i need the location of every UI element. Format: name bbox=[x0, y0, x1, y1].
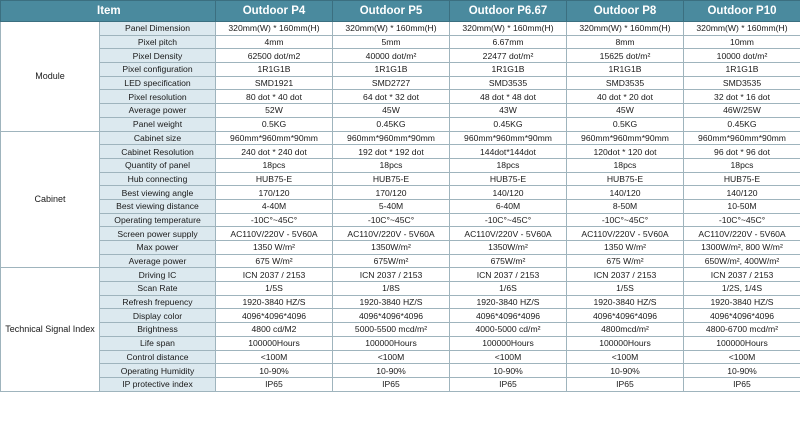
value-cell: AC110V/220V - 5V60A bbox=[216, 227, 333, 241]
param-cell: Cabinet size bbox=[100, 131, 216, 145]
value-cell: SMD2727 bbox=[333, 76, 450, 90]
value-cell: 100000Hours bbox=[216, 336, 333, 350]
table-row bbox=[1, 364, 800, 378]
value-cell: 4096*4096*4096 bbox=[567, 309, 684, 323]
value-cell: 40 dot * 20 dot bbox=[567, 90, 684, 104]
param-cell: Screen power supply bbox=[100, 227, 216, 241]
value-cell: AC110V/220V - 5V60A bbox=[333, 227, 450, 241]
value-cell: 10-90% bbox=[450, 364, 567, 378]
value-cell: 43W bbox=[450, 104, 567, 118]
value-cell: 144dot*144dot bbox=[450, 145, 567, 159]
value-cell: 4096*4096*4096 bbox=[333, 309, 450, 323]
value-cell: HUB75-E bbox=[567, 172, 684, 186]
value-cell: IP65 bbox=[684, 377, 800, 391]
param-cell: Operating Humidity bbox=[100, 364, 216, 378]
param-cell: Operating temperature bbox=[100, 213, 216, 227]
value-cell: 18pcs bbox=[333, 158, 450, 172]
value-cell: 100000Hours bbox=[567, 336, 684, 350]
value-cell: 100000Hours bbox=[684, 336, 800, 350]
value-cell: 240 dot * 240 dot bbox=[216, 145, 333, 159]
value-cell: 192 dot * 192 dot bbox=[333, 145, 450, 159]
param-cell: Refresh frepuency bbox=[100, 295, 216, 309]
table-row bbox=[1, 22, 800, 36]
param-cell: Pixel pitch bbox=[100, 35, 216, 49]
header-item: Item bbox=[1, 1, 216, 22]
table-body bbox=[1, 22, 800, 392]
group-label: Cabinet bbox=[1, 131, 100, 268]
value-cell: 10-90% bbox=[216, 364, 333, 378]
value-cell: 40000 dot/m² bbox=[333, 49, 450, 63]
value-cell: 0.45KG bbox=[684, 117, 800, 131]
value-cell: 4-40M bbox=[216, 199, 333, 213]
param-cell: Pixel configuration bbox=[100, 63, 216, 77]
value-cell: 1300W/m², 800 W/m² bbox=[684, 241, 800, 255]
value-cell: 100000Hours bbox=[333, 336, 450, 350]
value-cell: ICN 2037 / 2153 bbox=[567, 268, 684, 282]
table-row bbox=[1, 186, 800, 200]
table-row bbox=[1, 350, 800, 364]
table-row bbox=[1, 49, 800, 63]
group-label: Module bbox=[1, 22, 100, 132]
value-cell: 320mm(W) * 160mm(H) bbox=[333, 22, 450, 36]
value-cell: HUB75-E bbox=[684, 172, 800, 186]
value-cell: 4096*4096*4096 bbox=[450, 309, 567, 323]
value-cell: 96 dot * 96 dot bbox=[684, 145, 800, 159]
value-cell: 32 dot * 16 dot bbox=[684, 90, 800, 104]
value-cell: 1/8S bbox=[333, 282, 450, 296]
table-row bbox=[1, 145, 800, 159]
value-cell: 80 dot * 40 dot bbox=[216, 90, 333, 104]
value-cell: <100M bbox=[216, 350, 333, 364]
table-row bbox=[1, 172, 800, 186]
param-cell: Hub connecting bbox=[100, 172, 216, 186]
value-cell: 1/2S, 1/4S bbox=[684, 282, 800, 296]
value-cell: 5mm bbox=[333, 35, 450, 49]
value-cell: 1/5S bbox=[567, 282, 684, 296]
value-cell: 1R1G1B bbox=[450, 63, 567, 77]
value-cell: 45W bbox=[333, 104, 450, 118]
param-cell: Control distance bbox=[100, 350, 216, 364]
value-cell: SMD3535 bbox=[450, 76, 567, 90]
value-cell: 320mm(W) * 160mm(H) bbox=[684, 22, 800, 36]
value-cell: <100M bbox=[333, 350, 450, 364]
param-cell: Quantity of panel bbox=[100, 158, 216, 172]
table-row bbox=[1, 309, 800, 323]
value-cell: 48 dot * 48 dot bbox=[450, 90, 567, 104]
value-cell: 8-50M bbox=[567, 199, 684, 213]
value-cell: 960mm*960mm*90mm bbox=[333, 131, 450, 145]
header-product: Outdoor P4 bbox=[216, 1, 333, 22]
param-cell: Average power bbox=[100, 254, 216, 268]
value-cell: 960mm*960mm*90mm bbox=[684, 131, 800, 145]
value-cell: 45W bbox=[567, 104, 684, 118]
table-row bbox=[1, 241, 800, 255]
value-cell: 120dot * 120 dot bbox=[567, 145, 684, 159]
value-cell: 1920-3840 HZ/S bbox=[450, 295, 567, 309]
param-cell: Panel Dimension bbox=[100, 22, 216, 36]
header-product: Outdoor P8 bbox=[567, 1, 684, 22]
value-cell: IP65 bbox=[216, 377, 333, 391]
table-row bbox=[1, 213, 800, 227]
value-cell: 4096*4096*4096 bbox=[216, 309, 333, 323]
table-row bbox=[1, 227, 800, 241]
value-cell: SMD3535 bbox=[567, 76, 684, 90]
value-cell: HUB75-E bbox=[333, 172, 450, 186]
value-cell: ICN 2037 / 2153 bbox=[450, 268, 567, 282]
value-cell: 100000Hours bbox=[450, 336, 567, 350]
value-cell: 52W bbox=[216, 104, 333, 118]
table-row bbox=[1, 336, 800, 350]
table-row bbox=[1, 295, 800, 309]
param-cell: Pixel Density bbox=[100, 49, 216, 63]
value-cell: 140/120 bbox=[684, 186, 800, 200]
table-row bbox=[1, 323, 800, 337]
value-cell: 5000-5500 mcd/m² bbox=[333, 323, 450, 337]
value-cell: 650W/m², 400W/m² bbox=[684, 254, 800, 268]
value-cell: 4800 cd/M2 bbox=[216, 323, 333, 337]
value-cell: ICN 2037 / 2153 bbox=[216, 268, 333, 282]
table-row bbox=[1, 254, 800, 268]
value-cell: 18pcs bbox=[450, 158, 567, 172]
value-cell: 22477 dot/m² bbox=[450, 49, 567, 63]
value-cell: 140/120 bbox=[450, 186, 567, 200]
value-cell: IP65 bbox=[567, 377, 684, 391]
param-cell: Brightness bbox=[100, 323, 216, 337]
value-cell: -10C°~45C° bbox=[567, 213, 684, 227]
table-row bbox=[1, 268, 800, 282]
header-product: Outdoor P10 bbox=[684, 1, 800, 22]
value-cell: 0.45KG bbox=[333, 117, 450, 131]
value-cell: -10C°~45C° bbox=[684, 213, 800, 227]
value-cell: 10-90% bbox=[567, 364, 684, 378]
value-cell: 1920-3840 HZ/S bbox=[684, 295, 800, 309]
value-cell: 140/120 bbox=[567, 186, 684, 200]
value-cell: 4000-5000 cd/m² bbox=[450, 323, 567, 337]
value-cell: HUB75-E bbox=[450, 172, 567, 186]
value-cell: ICN 2037 / 2153 bbox=[333, 268, 450, 282]
value-cell: 1350W/m² bbox=[450, 241, 567, 255]
param-cell: Cabinet Resolution bbox=[100, 145, 216, 159]
value-cell: 18pcs bbox=[684, 158, 800, 172]
value-cell: 1350 W/m² bbox=[567, 241, 684, 255]
value-cell: 675W/m² bbox=[333, 254, 450, 268]
value-cell: 960mm*960mm*90mm bbox=[216, 131, 333, 145]
param-cell: Scan Rate bbox=[100, 282, 216, 296]
table-header-row bbox=[1, 1, 800, 22]
table-row bbox=[1, 63, 800, 77]
table-row bbox=[1, 131, 800, 145]
param-cell: Display color bbox=[100, 309, 216, 323]
value-cell: 4096*4096*4096 bbox=[684, 309, 800, 323]
value-cell: 675 W/m² bbox=[567, 254, 684, 268]
value-cell: 1R1G1B bbox=[684, 63, 800, 77]
value-cell: -10C°~45C° bbox=[216, 213, 333, 227]
value-cell: 960mm*960mm*90mm bbox=[567, 131, 684, 145]
param-cell: IP protective index bbox=[100, 377, 216, 391]
value-cell: IP65 bbox=[450, 377, 567, 391]
value-cell: 0.5KG bbox=[216, 117, 333, 131]
value-cell: 6-40M bbox=[450, 199, 567, 213]
header-product: Outdoor P6.67 bbox=[450, 1, 567, 22]
value-cell: 1/5S bbox=[216, 282, 333, 296]
value-cell: 6.67mm bbox=[450, 35, 567, 49]
value-cell: 4mm bbox=[216, 35, 333, 49]
param-cell: Pixel resolution bbox=[100, 90, 216, 104]
value-cell: 18pcs bbox=[567, 158, 684, 172]
param-cell: Best viewing angle bbox=[100, 186, 216, 200]
value-cell: 1920-3840 HZ/S bbox=[567, 295, 684, 309]
table-row bbox=[1, 76, 800, 90]
value-cell: -10C°~45C° bbox=[450, 213, 567, 227]
value-cell: 10-90% bbox=[684, 364, 800, 378]
value-cell: <100M bbox=[450, 350, 567, 364]
table-row bbox=[1, 104, 800, 118]
value-cell: <100M bbox=[567, 350, 684, 364]
value-cell: SMD3535 bbox=[684, 76, 800, 90]
value-cell: 675W/m² bbox=[450, 254, 567, 268]
table-row bbox=[1, 158, 800, 172]
value-cell: 320mm(W) * 160mm(H) bbox=[567, 22, 684, 36]
value-cell: 170/120 bbox=[333, 186, 450, 200]
table-row bbox=[1, 199, 800, 213]
param-cell: Driving IC bbox=[100, 268, 216, 282]
value-cell: 1920-3840 HZ/S bbox=[216, 295, 333, 309]
table-row bbox=[1, 282, 800, 296]
value-cell: <100M bbox=[684, 350, 800, 364]
value-cell: 1920-3840 HZ/S bbox=[333, 295, 450, 309]
table-row bbox=[1, 377, 800, 391]
value-cell: HUB75-E bbox=[216, 172, 333, 186]
value-cell: 1R1G1B bbox=[333, 63, 450, 77]
value-cell: ICN 2037 / 2153 bbox=[684, 268, 800, 282]
value-cell: 320mm(W) * 160mm(H) bbox=[216, 22, 333, 36]
value-cell: 4800-6700 mcd/m² bbox=[684, 323, 800, 337]
value-cell: SMD1921 bbox=[216, 76, 333, 90]
header-product: Outdoor P5 bbox=[333, 1, 450, 22]
value-cell: 15625 dot/m² bbox=[567, 49, 684, 63]
value-cell: 18pcs bbox=[216, 158, 333, 172]
param-cell: Average power bbox=[100, 104, 216, 118]
group-label: Technical Signal Index bbox=[1, 268, 100, 391]
value-cell: 46W/25W bbox=[684, 104, 800, 118]
value-cell: 320mm(W) * 160mm(H) bbox=[450, 22, 567, 36]
param-cell: Best viewing distance bbox=[100, 199, 216, 213]
value-cell: 62500 dot/m2 bbox=[216, 49, 333, 63]
value-cell: 5-40M bbox=[333, 199, 450, 213]
param-cell: Life span bbox=[100, 336, 216, 350]
value-cell: 64 dot * 32 dot bbox=[333, 90, 450, 104]
value-cell: -10C°~45C° bbox=[333, 213, 450, 227]
value-cell: 4800mcd/m² bbox=[567, 323, 684, 337]
value-cell: 10-90% bbox=[333, 364, 450, 378]
param-cell: Max power bbox=[100, 241, 216, 255]
table-row bbox=[1, 35, 800, 49]
value-cell: 1R1G1B bbox=[567, 63, 684, 77]
value-cell: 170/120 bbox=[216, 186, 333, 200]
param-cell: Panel weight bbox=[100, 117, 216, 131]
value-cell: 675 W/m² bbox=[216, 254, 333, 268]
value-cell: AC110V/220V - 5V60A bbox=[684, 227, 800, 241]
value-cell: 1350 W/m² bbox=[216, 241, 333, 255]
value-cell: 1/6S bbox=[450, 282, 567, 296]
value-cell: 0.5KG bbox=[567, 117, 684, 131]
value-cell: 10mm bbox=[684, 35, 800, 49]
value-cell: AC110V/220V - 5V60A bbox=[450, 227, 567, 241]
value-cell: 10000 dot/m² bbox=[684, 49, 800, 63]
value-cell: 1R1G1B bbox=[216, 63, 333, 77]
value-cell: 0.45KG bbox=[450, 117, 567, 131]
value-cell: 10-50M bbox=[684, 199, 800, 213]
value-cell: 1350W/m² bbox=[333, 241, 450, 255]
value-cell: 960mm*960mm*90mm bbox=[450, 131, 567, 145]
value-cell: AC110V/220V - 5V60A bbox=[567, 227, 684, 241]
value-cell: IP65 bbox=[333, 377, 450, 391]
value-cell: 8mm bbox=[567, 35, 684, 49]
table-row bbox=[1, 90, 800, 104]
table-row bbox=[1, 117, 800, 131]
param-cell: LED specification bbox=[100, 76, 216, 90]
